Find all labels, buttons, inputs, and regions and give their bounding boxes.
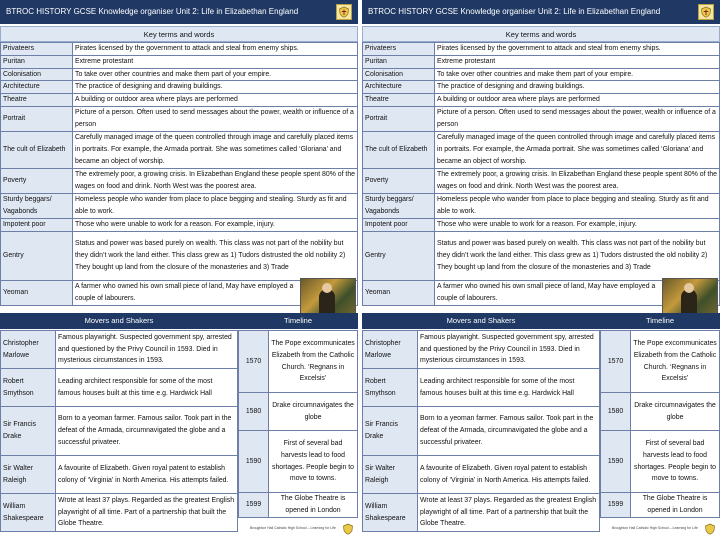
person-desc-cell: Born to a yeoman farmer. Famous sailor. Took part in the defeat of the Armada, circumnavigated the globe and a successful privateer. — [418, 407, 600, 456]
definition-cell: The practice of designing and drawing buildings. — [435, 81, 720, 94]
table-row — [363, 456, 600, 494]
table-row — [1, 494, 238, 532]
person-desc-cell: Wrote at least 37 plays. Regarded as the greatest English playwright of all time. Part of a partnership that built the Globe Theatre. — [56, 494, 238, 532]
timeline-year-cell: 1590 — [239, 431, 269, 493]
table-row — [601, 393, 720, 431]
person-desc-cell: Wrote at least 37 plays. Regarded as the greatest English playwright of all time. Part of a partnership that built the Globe Theatre. — [418, 494, 600, 532]
footer-crest-icon — [704, 522, 716, 534]
table-row — [363, 106, 720, 131]
term-cell: Impotent poor — [363, 218, 435, 231]
definition-cell: Status and power was based purely on wealth. This class was not part of the nobility but they didn’t work the land either. This class grew as 1) Tudors distrusted the old nobility 2) They bought up land from the closure of the monasteries and 3) Trade — [73, 231, 358, 280]
person-desc-cell: Famous playwright. Suspected government spy, arrested and questioned by the Privy Council in 1593. Died in mysterious circumstances in 1593. — [418, 331, 600, 369]
table-row — [363, 168, 720, 193]
term-cell: Architecture — [1, 81, 73, 94]
table-row — [239, 331, 358, 393]
definition-cell: Carefully managed image of the queen controlled through image and carefully placed items in portraits. For example, the Armada portrait. She was sometimes called ‘Gloriana’ and became an object of worship. — [73, 131, 358, 168]
table-row — [1, 369, 238, 407]
table-row — [1, 218, 358, 231]
term-cell: Theatre — [363, 94, 435, 107]
term-cell: Impotent poor — [1, 218, 73, 231]
person-name-cell: Sir Francis Drake — [363, 407, 418, 456]
definition-cell: A farmer who owned his own small piece of land, May have employed a couple of labourers. — [73, 280, 358, 305]
timeline-title: Timeline — [238, 313, 358, 329]
timeline-event-cell: Drake circumnavigates the globe — [631, 393, 720, 431]
table-row — [363, 369, 600, 407]
movers-title: Movers and Shakers — [0, 313, 238, 329]
table-row — [239, 493, 358, 518]
table-row — [1, 456, 238, 494]
table-row — [601, 331, 720, 393]
definition-cell: Homeless people who wander from place to place begging and stealing. Sturdy as fit and able to work. — [435, 193, 720, 218]
definition-cell: Those who were unable to work for a reason. For example, injury. — [73, 218, 358, 231]
timeline-event-cell: The Globe Theatre is opened in London — [269, 493, 358, 518]
definition-cell: A farmer who owned his own small piece of land, May have employed a couple of labourers. — [435, 280, 720, 305]
table-row — [601, 431, 720, 493]
table-row — [1, 81, 358, 94]
timeline-event-cell: First of several bad harvests lead to food shortages. People begin to move to towns. — [631, 431, 720, 493]
term-cell: Gentry — [1, 231, 73, 280]
table-row — [363, 94, 720, 107]
school-crest-icon — [336, 4, 352, 20]
person-name-cell: Christopher Marlowe — [1, 331, 56, 369]
page-header — [362, 0, 720, 24]
header-title: BTROC HISTORY GCSE Knowledge organiser Unit 2: Life in Elizabethan England — [6, 7, 299, 16]
timeline-year-cell: 1590 — [601, 431, 631, 493]
person-name-cell: Robert Smythson — [363, 369, 418, 407]
term-cell: Privateers — [363, 43, 435, 56]
movers-title: Movers and Shakers — [362, 313, 600, 329]
person-desc-cell: Famous playwright. Suspected government spy, arrested and questioned by the Privy Council in 1593. Died in mysterious circumstances in 1593. — [56, 331, 238, 369]
timeline-year-cell: 1599 — [601, 493, 631, 518]
person-desc-cell: Leading architect responsible for some of the most famous houses built at this time e.g. Hardwick Hall — [56, 369, 238, 407]
term-cell: Puritan — [363, 55, 435, 68]
table-row — [363, 43, 720, 56]
term-cell: Theatre — [1, 94, 73, 107]
table-row — [1, 94, 358, 107]
table-row — [363, 193, 720, 218]
footer-crest-icon — [342, 522, 354, 534]
person-desc-cell: Leading architect responsible for some of the most famous houses built at this time e.g. Hardwick Hall — [418, 369, 600, 407]
footer-text: Broughton Hall Catholic High School – Learning for Life — [612, 526, 698, 530]
movers-table — [362, 330, 600, 532]
term-cell: Gentry — [363, 231, 435, 280]
term-cell: Portrait — [363, 106, 435, 131]
table-row — [363, 407, 600, 456]
table-row — [363, 218, 720, 231]
term-cell: Yeoman — [1, 280, 73, 305]
term-cell: Colonisation — [1, 68, 73, 81]
person-name-cell: William Shakespeare — [1, 494, 56, 532]
table-row — [1, 43, 358, 56]
table-row — [1, 131, 358, 168]
definition-cell: Extreme protestant — [435, 55, 720, 68]
term-cell: Privateers — [1, 43, 73, 56]
term-cell: Sturdy beggars/ Vagabonds — [1, 193, 73, 218]
person-desc-cell: A favourite of Elizabeth. Given royal patent to establish colony of ‘Virginia’ in North America. His attempts failed. — [56, 456, 238, 494]
table-row — [363, 68, 720, 81]
portrait-head — [322, 283, 332, 293]
term-cell: Puritan — [1, 55, 73, 68]
timeline-title: Timeline — [600, 313, 720, 329]
person-name-cell: William Shakespeare — [363, 494, 418, 532]
table-row — [1, 193, 358, 218]
definition-cell: Carefully managed image of the queen controlled through image and carefully placed items in portraits. For example, the Armada portrait. She was sometimes called ‘Gloriana’ and became an object of worship. — [435, 131, 720, 168]
definition-cell: Homeless people who wander from place to place begging and stealing. Sturdy as fit and able to work. — [73, 193, 358, 218]
person-name-cell: Sir Walter Raleigh — [1, 456, 56, 494]
table-row — [239, 431, 358, 493]
term-cell: Colonisation — [363, 68, 435, 81]
table-row — [1, 106, 358, 131]
definition-cell: Picture of a person. Often used to send messages about the power, wealth or influence of a person — [435, 106, 720, 131]
term-cell: Architecture — [363, 81, 435, 94]
timeline-table — [600, 330, 720, 518]
page-left — [0, 0, 358, 540]
key-terms-title: Key terms and words — [362, 26, 720, 42]
definition-cell: Picture of a person. Often used to send messages about the power, wealth or influence of a person — [73, 106, 358, 131]
term-cell: Yeoman — [363, 280, 435, 305]
table-row — [363, 331, 600, 369]
page-header — [0, 0, 358, 24]
definition-cell: To take over other countries and make them part of your empire. — [73, 68, 358, 81]
page-right — [362, 0, 720, 540]
table-row — [363, 55, 720, 68]
definition-cell: Pirates licensed by the government to attack and steal from enemy ships. — [435, 43, 720, 56]
table-row — [239, 393, 358, 431]
table-row — [1, 168, 358, 193]
table-row — [1, 55, 358, 68]
table-row — [363, 231, 720, 280]
timeline-year-cell: 1570 — [601, 331, 631, 393]
definition-cell: The practice of designing and drawing buildings. — [73, 81, 358, 94]
timeline-year-cell: 1599 — [239, 493, 269, 518]
timeline-event-cell: The Pope excommunicates Elizabeth from the Catholic Church. ‘Regnans in Excelsis’ — [269, 331, 358, 393]
table-row — [363, 81, 720, 94]
definition-cell: A building or outdoor area where plays are performed — [73, 94, 358, 107]
definition-cell: Extreme protestant — [73, 55, 358, 68]
term-cell: Sturdy beggars/ Vagabonds — [363, 193, 435, 218]
definition-cell: Pirates licensed by the government to attack and steal from enemy ships. — [73, 43, 358, 56]
term-cell: The cult of Elizabeth — [1, 131, 73, 168]
person-name-cell: Christopher Marlowe — [363, 331, 418, 369]
person-desc-cell: A favourite of Elizabeth. Given royal patent to establish colony of ‘Virginia’ in North America. His attempts failed. — [418, 456, 600, 494]
table-row — [363, 131, 720, 168]
school-crest-icon — [698, 4, 714, 20]
term-cell: Poverty — [363, 168, 435, 193]
definition-cell: A building or outdoor area where plays are performed — [435, 94, 720, 107]
table-row — [1, 331, 238, 369]
table-row — [363, 494, 600, 532]
movers-table — [0, 330, 238, 532]
person-desc-cell: Born to a yeoman farmer. Famous sailor. Took part in the defeat of the Armada, circumnavigated the globe and a successful privateer. — [56, 407, 238, 456]
definition-cell: To take over other countries and make them part of your empire. — [435, 68, 720, 81]
timeline-year-cell: 1570 — [239, 331, 269, 393]
definition-cell: Status and power was based purely on wealth. This class was not part of the nobility but they didn’t work the land either. This class grew as 1) Tudors distrusted the old nobility 2) They bought up land from the closure of the monasteries and 3) Trade — [435, 231, 720, 280]
footer-text: Broughton Hall Catholic High School – Learning for Life — [250, 526, 336, 530]
timeline-event-cell: First of several bad harvests lead to food shortages. People begin to move to towns. — [269, 431, 358, 493]
key-terms-title: Key terms and words — [0, 26, 358, 42]
table-row — [1, 407, 238, 456]
term-cell: The cult of Elizabeth — [363, 131, 435, 168]
key-terms-table — [362, 42, 720, 306]
table-row — [1, 231, 358, 280]
timeline-year-cell: 1580 — [601, 393, 631, 431]
term-cell: Poverty — [1, 168, 73, 193]
timeline-event-cell: The Pope excommunicates Elizabeth from the Catholic Church. ‘Regnans in Excelsis’ — [631, 331, 720, 393]
definition-cell: The extremely poor, a growing crisis. In Elizabethan England these people spent 80% of the wages on food and drink. North West was the poorest area. — [435, 168, 720, 193]
timeline-event-cell: The Globe Theatre is opened in London — [631, 493, 720, 518]
header-title: BTROC HISTORY GCSE Knowledge organiser Unit 2: Life in Elizabethan England — [368, 7, 661, 16]
person-name-cell: Sir Francis Drake — [1, 407, 56, 456]
portrait-head — [684, 283, 694, 293]
timeline-year-cell: 1580 — [239, 393, 269, 431]
person-name-cell: Sir Walter Raleigh — [363, 456, 418, 494]
definition-cell: The extremely poor, a growing crisis. In Elizabethan England these people spent 80% of the wages on food and drink. North West was the poorest area. — [73, 168, 358, 193]
definition-cell: Those who were unable to work for a reason. For example, injury. — [435, 218, 720, 231]
key-terms-table — [0, 42, 358, 306]
table-row — [601, 493, 720, 518]
table-row — [1, 68, 358, 81]
person-name-cell: Robert Smythson — [1, 369, 56, 407]
timeline-event-cell: Drake circumnavigates the globe — [269, 393, 358, 431]
timeline-table — [238, 330, 358, 518]
term-cell: Portrait — [1, 106, 73, 131]
